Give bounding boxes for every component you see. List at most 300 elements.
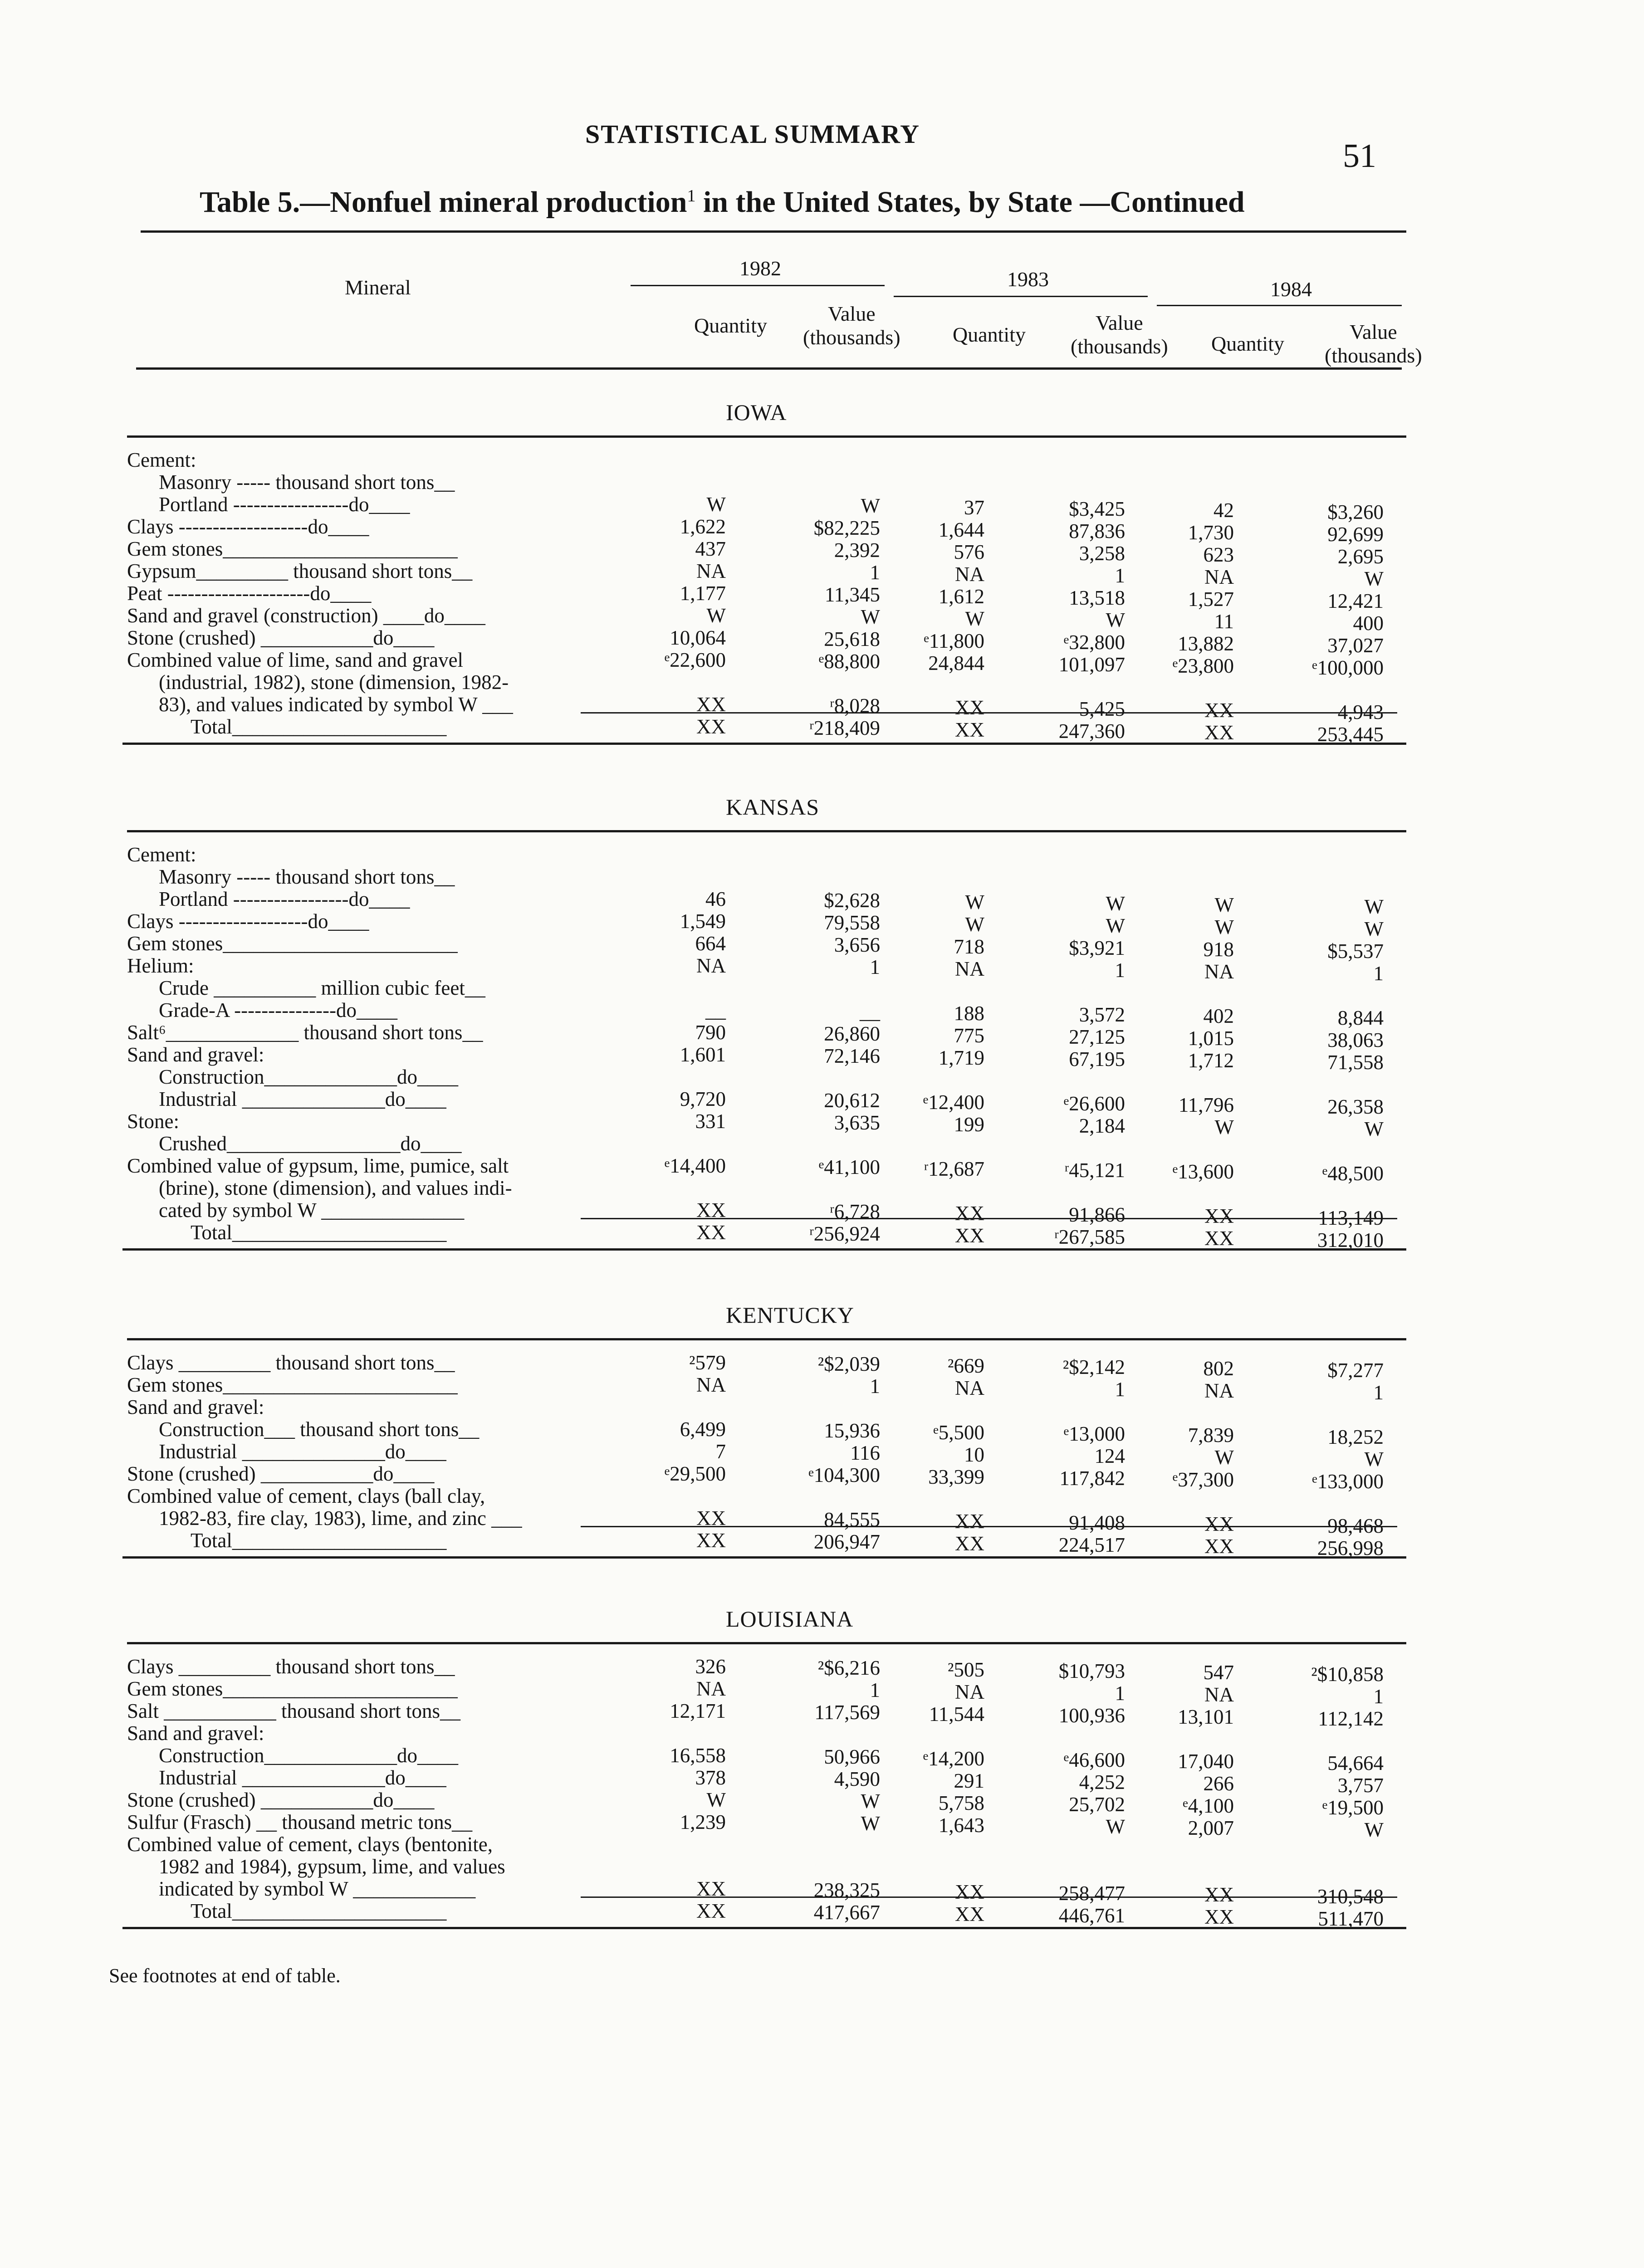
state-name: IOWA — [726, 400, 787, 425]
cell-value: ²669 — [948, 1354, 984, 1377]
cell-value: ᵉ46,600 — [1063, 1749, 1125, 1771]
header-mineral: Mineral — [345, 276, 411, 299]
cell-value: ᵉ14,400 — [664, 1154, 726, 1177]
state-name: LOUISIANA — [726, 1606, 854, 1632]
cell-value: 511,470 — [1318, 1907, 1384, 1930]
row-label: Industrial ______________do____ — [159, 1088, 446, 1110]
row-label: Cement: — [127, 843, 196, 866]
cell-value: 7 — [715, 1440, 726, 1463]
year-rule-1984 — [1157, 305, 1402, 306]
state-name: KENTUCKY — [726, 1302, 854, 1328]
cell-value: XX — [696, 693, 726, 716]
row-label: Stone (crushed) ___________do____ — [127, 626, 435, 649]
row-label: Clays -------------------do____ — [127, 515, 369, 538]
row-label: indicated by symbol W ____________ — [159, 1877, 476, 1900]
cell-value: NA — [696, 1677, 726, 1700]
cell-value: ᵉ22,600 — [664, 649, 726, 671]
row-label: Total_____________________ — [191, 1900, 447, 1922]
row-label: Sand and gravel: — [127, 1396, 264, 1418]
cell-value: ᵉ48,500 — [1322, 1162, 1384, 1185]
row-label: Crushed_________________do____ — [159, 1132, 462, 1155]
cell-value: 253,445 — [1317, 723, 1384, 746]
cell-value: XX — [696, 1221, 726, 1244]
row-label: Sand and gravel: — [127, 1722, 264, 1745]
cell-value: NA — [1204, 566, 1234, 588]
row-label: 1982-83, fire clay, 1983), lime, and zinc ___ — [159, 1507, 522, 1530]
header-value-line1: Value — [1349, 320, 1397, 343]
cell-value: W — [1214, 1116, 1234, 1139]
cell-value: 71,558 — [1327, 1051, 1384, 1074]
cell-value: 918 — [1203, 938, 1234, 961]
cell-value: 623 — [1203, 543, 1234, 566]
cell-value: 1 — [1373, 1685, 1384, 1708]
cell-value: XX — [1204, 699, 1234, 722]
cell-value: ᵉ100,000 — [1312, 656, 1384, 679]
cell-value: __ — [860, 1000, 880, 1023]
cell-value: XX — [1204, 1906, 1234, 1928]
cell-value: 1 — [1373, 1381, 1384, 1404]
cell-value: 199 — [954, 1113, 984, 1136]
cell-value: XX — [955, 719, 984, 741]
state-rule — [127, 435, 1406, 438]
cell-value: ᵉ13,600 — [1172, 1160, 1234, 1183]
row-label: (brine), stone (dimension), and values indi- — [159, 1177, 512, 1199]
cell-value: 206,947 — [813, 1530, 880, 1553]
row-label: Industrial ______________do____ — [159, 1440, 446, 1463]
cell-value: 326 — [695, 1655, 726, 1678]
cell-value: 37 — [964, 496, 984, 519]
cell-value: XX — [1204, 1513, 1234, 1535]
cell-value: ᵉ11,800 — [924, 630, 984, 652]
total-rule — [581, 1526, 1397, 1527]
cell-value: 37,027 — [1327, 634, 1384, 657]
cell-value: XX — [955, 1224, 984, 1247]
cell-value: 2,392 — [834, 539, 880, 562]
cell-value: 16,558 — [670, 1744, 726, 1767]
row-label: Stone: — [127, 1110, 180, 1133]
cell-value: 38,063 — [1327, 1029, 1384, 1051]
cell-value: 1,612 — [938, 585, 984, 608]
header-year-1984: 1984 — [1270, 278, 1312, 301]
row-label: Total_____________________ — [191, 1529, 447, 1552]
cell-value: XX — [696, 1900, 726, 1922]
row-label: Gem stones_______________________ — [127, 1677, 458, 1700]
header-bottom-rule — [136, 367, 1402, 370]
cell-value: 1,527 — [1188, 588, 1234, 611]
cell-value: W — [1364, 1818, 1384, 1841]
cell-value: ²$10,858 — [1311, 1663, 1384, 1686]
cell-value: 1 — [870, 561, 880, 584]
cell-value: 87,836 — [1069, 520, 1125, 543]
cell-value: W — [1364, 895, 1384, 918]
cell-value: W — [1364, 1448, 1384, 1471]
cell-value: ʳ218,409 — [809, 717, 880, 739]
row-label: Gem stones_______________________ — [127, 932, 458, 955]
table-title — [200, 185, 1245, 220]
row-label: Grade-A ---------------do____ — [159, 999, 397, 1022]
table-title-text: Table 5.—Nonfuel mineral production — [200, 186, 687, 219]
cell-value: W — [861, 606, 880, 628]
title-rule — [141, 230, 1406, 233]
cell-value: 3,635 — [834, 1111, 880, 1134]
row-label: Industrial ______________do____ — [159, 1766, 446, 1789]
total-rule — [581, 1897, 1397, 1898]
row-label: Stone (crushed) ___________do____ — [127, 1462, 435, 1485]
cell-value: 11,796 — [1178, 1094, 1234, 1116]
cell-value: 3,757 — [1337, 1774, 1384, 1797]
cell-value: 664 — [695, 932, 726, 955]
cell-value: 5,758 — [938, 1792, 984, 1814]
cell-value: XX — [1204, 1227, 1234, 1250]
total-rule — [581, 712, 1397, 714]
cell-value: ᵉ12,400 — [923, 1091, 984, 1114]
cell-value: XX — [955, 1881, 984, 1903]
row-label: Salt⁶_____________ thousand short tons__ — [127, 1021, 483, 1044]
cell-value: ᵉ37,300 — [1172, 1468, 1234, 1491]
cell-value: 112,142 — [1318, 1707, 1384, 1730]
cell-value: 1,730 — [1188, 521, 1234, 544]
row-label: Combined value of cement, clays (ball clay, — [127, 1485, 485, 1507]
cell-value: ʳ256,924 — [809, 1222, 880, 1245]
cell-value: 7,839 — [1188, 1424, 1234, 1447]
cell-value: 6,499 — [680, 1418, 726, 1441]
cell-value: W — [706, 1789, 726, 1811]
header-value — [1325, 320, 1422, 367]
cell-value: W — [1214, 894, 1234, 916]
cell-value: 79,558 — [824, 911, 880, 934]
cell-value: ᵉ88,800 — [818, 650, 880, 673]
cell-value: $3,425 — [1069, 498, 1125, 520]
row-label: Portland -----------------do____ — [159, 888, 410, 910]
row-label: Sand and gravel (construction) ____do____ — [127, 604, 485, 627]
cell-value: XX — [696, 1877, 726, 1900]
cell-value: XX — [955, 1510, 984, 1533]
cell-value: ʳ12,687 — [924, 1158, 984, 1180]
cell-value: NA — [955, 958, 984, 980]
row-label: Clays _________ thousand short tons__ — [127, 1655, 455, 1678]
header-quantity: Quantity — [953, 323, 1026, 346]
cell-value: NA — [1204, 960, 1234, 983]
cell-value: XX — [1204, 1883, 1234, 1906]
cell-value: __ — [705, 999, 726, 1022]
cell-value: 12,421 — [1327, 590, 1384, 612]
state-end-rule — [122, 1248, 1406, 1251]
row-label: Crude __________ million cubic feet__ — [159, 977, 485, 999]
cell-value: W — [965, 607, 984, 630]
cell-value: 1 — [1115, 1682, 1125, 1705]
cell-value: W — [861, 494, 880, 517]
cell-value: 446,761 — [1058, 1904, 1125, 1927]
cell-value: ²579 — [689, 1351, 726, 1374]
page-number: 51 — [1343, 137, 1376, 175]
cell-value: 224,517 — [1058, 1534, 1125, 1556]
cell-value: 1,622 — [680, 515, 726, 538]
cell-value: 11,544 — [929, 1703, 984, 1725]
cell-value: 266 — [1203, 1772, 1234, 1795]
cell-value: 291 — [954, 1769, 984, 1792]
row-label: Construction___ thousand short tons__ — [159, 1418, 480, 1441]
row-label: Sulfur (Frasch) __ thousand metric tons__ — [127, 1811, 473, 1833]
state-name: KANSAS — [726, 794, 820, 820]
cell-value: 2,695 — [1337, 545, 1384, 568]
row-label: Sand and gravel: — [127, 1043, 264, 1066]
row-label: Peat ---------------------do____ — [127, 582, 372, 605]
header-year-1982: 1982 — [739, 257, 781, 280]
cell-value: 98,468 — [1327, 1515, 1384, 1537]
row-label: Clays -------------------do____ — [127, 910, 369, 933]
cell-value: XX — [955, 1903, 984, 1926]
cell-value: NA — [1204, 1379, 1234, 1402]
cell-value: 400 — [1353, 612, 1384, 635]
cell-value: 2,007 — [1188, 1817, 1234, 1839]
cell-value: 116 — [850, 1442, 880, 1464]
header-value-line1: Value — [1095, 311, 1143, 334]
cell-value: 247,360 — [1058, 720, 1125, 743]
cell-value: 1 — [1115, 564, 1125, 587]
cell-value: W — [706, 493, 726, 516]
cell-value: W — [1214, 916, 1234, 938]
cell-value: 17,040 — [1178, 1750, 1234, 1773]
cell-value: 13,882 — [1178, 632, 1234, 655]
cell-value: 26,860 — [824, 1022, 880, 1045]
header-value-line2: (thousands) — [1325, 344, 1422, 367]
cell-value: W — [1106, 914, 1125, 937]
row-label: Gem stones_______________________ — [127, 538, 458, 560]
cell-value: ᵉ26,600 — [1063, 1092, 1125, 1115]
cell-value: W — [1106, 1815, 1125, 1838]
cell-value: ᵉ19,500 — [1322, 1796, 1384, 1819]
header-value-line2: (thousands) — [803, 326, 900, 349]
row-label: Total_____________________ — [191, 715, 447, 738]
cell-value: W — [861, 1790, 880, 1813]
state-end-rule — [122, 743, 1406, 745]
cell-value: W — [1106, 892, 1125, 915]
cell-value: 312,010 — [1317, 1229, 1384, 1251]
cell-value: 11,345 — [824, 583, 880, 606]
cell-value: 310,548 — [1317, 1885, 1384, 1908]
cell-value: 1 — [870, 1375, 880, 1398]
table-title-tail: in the United States, by State —Continued — [695, 186, 1245, 219]
row-label: Masonry ----- thousand short tons__ — [159, 471, 455, 494]
row-label: Combined value of lime, sand and gravel — [127, 649, 464, 671]
running-head: STATISTICAL SUMMARY — [585, 119, 920, 149]
cell-value: ᵉ29,500 — [664, 1462, 726, 1485]
row-label: Total_____________________ — [191, 1221, 447, 1244]
header-value-line2: (thousands) — [1071, 335, 1168, 358]
year-rule-1983 — [894, 296, 1148, 297]
row-label: 1982 and 1984), gypsum, lime, and values — [159, 1855, 505, 1878]
cell-value: $3,260 — [1327, 501, 1384, 523]
cell-value: XX — [696, 715, 726, 738]
cell-value: NA — [696, 954, 726, 977]
state-rule — [127, 1338, 1406, 1340]
cell-value: 576 — [954, 541, 984, 563]
header-quantity: Quantity — [1211, 332, 1284, 355]
cell-value: W — [1364, 1118, 1384, 1140]
cell-value: 1,712 — [1188, 1049, 1234, 1072]
cell-value: 188 — [954, 1002, 984, 1025]
cell-value: 4,252 — [1079, 1771, 1125, 1794]
cell-value: W — [1364, 918, 1384, 940]
cell-value: 3,258 — [1079, 542, 1125, 565]
cell-value: 12,171 — [670, 1700, 726, 1722]
row-label: Portland -----------------do____ — [159, 493, 410, 516]
cell-value: 256,998 — [1317, 1537, 1384, 1559]
cell-value: 67,195 — [1069, 1048, 1125, 1070]
row-label: Construction_____________do____ — [159, 1744, 458, 1767]
cell-value: 1,601 — [680, 1043, 726, 1066]
cell-value: 84,555 — [824, 1508, 880, 1531]
cell-value: ᵉ23,800 — [1172, 655, 1234, 677]
row-label: Gem stones_______________________ — [127, 1374, 458, 1396]
cell-value: 331 — [695, 1110, 726, 1133]
row-label: Clays _________ thousand short tons__ — [127, 1351, 455, 1374]
cell-value: NA — [696, 1374, 726, 1396]
cell-value: $82,225 — [813, 517, 880, 539]
cell-value: ²$2,142 — [1062, 1356, 1125, 1378]
row-label: Cement: — [127, 449, 196, 471]
cell-value: $7,277 — [1327, 1359, 1384, 1382]
cell-value: ᵉ5,500 — [933, 1421, 984, 1444]
cell-value: XX — [955, 696, 984, 719]
cell-value: NA — [955, 563, 984, 586]
cell-value: ᵉ104,300 — [808, 1464, 880, 1486]
cell-value: 1,644 — [938, 518, 984, 541]
cell-value: NA — [1204, 1683, 1234, 1706]
cell-value: 15,936 — [824, 1419, 880, 1442]
header-value-line1: Value — [827, 302, 876, 325]
row-label: Salt ___________ thousand short tons__ — [127, 1700, 461, 1722]
cell-value: W — [861, 1812, 880, 1835]
cell-value: 100,936 — [1058, 1704, 1125, 1727]
cell-value: W — [706, 604, 726, 627]
cell-value: 1 — [870, 1679, 880, 1701]
cell-value: XX — [1204, 1205, 1234, 1227]
cell-value: ᵉ133,000 — [1312, 1470, 1384, 1493]
header-year-1983: 1983 — [1007, 268, 1049, 291]
cell-value: 4,943 — [1337, 701, 1384, 723]
state-end-rule — [122, 1556, 1406, 1559]
state-end-rule — [122, 1927, 1406, 1929]
cell-value: ᵉ32,800 — [1063, 631, 1125, 654]
cell-value: 124 — [1094, 1445, 1125, 1467]
cell-value: 1,177 — [680, 582, 726, 605]
state-rule — [127, 830, 1406, 832]
row-label: 83), and values indicated by symbol W ___ — [159, 693, 513, 716]
cell-value: 802 — [1203, 1357, 1234, 1380]
cell-value: 24,844 — [928, 652, 984, 675]
row-label: Stone (crushed) ___________do____ — [127, 1789, 435, 1811]
cell-value: 33,399 — [928, 1466, 984, 1488]
cell-value: NA — [955, 1681, 984, 1703]
cell-value: ᵉ13,000 — [1063, 1422, 1125, 1445]
cell-value: W — [1214, 1446, 1234, 1469]
cell-value: 417,667 — [813, 1901, 880, 1924]
cell-value: 1 — [1115, 959, 1125, 982]
cell-value: XX — [955, 1202, 984, 1225]
row-label: (industrial, 1982), stone (dimension, 1982- — [159, 671, 509, 694]
cell-value: 92,699 — [1327, 523, 1384, 546]
total-rule — [581, 1218, 1397, 1219]
row-label: Combined value of cement, clays (bentonite, — [127, 1833, 493, 1856]
cell-value: ²505 — [948, 1658, 984, 1681]
row-label: Helium: — [127, 954, 194, 977]
year-rule-1982 — [631, 285, 885, 286]
title-footnote-marker: 1 — [687, 186, 696, 205]
cell-value: 1,239 — [680, 1811, 726, 1833]
cell-value: ʳ267,585 — [1054, 1226, 1125, 1248]
cell-value: 3,656 — [834, 934, 880, 956]
header-value — [1071, 311, 1168, 358]
cell-value: $10,793 — [1058, 1660, 1125, 1682]
cell-value: XX — [1204, 721, 1234, 744]
row-label: Combined value of gypsum, lime, pumice, salt — [127, 1154, 509, 1177]
cell-value: ᵉ41,100 — [818, 1156, 880, 1178]
header-quantity: Quantity — [694, 314, 767, 337]
cell-value: 1 — [870, 956, 880, 978]
cell-value: ᵉ4,100 — [1183, 1794, 1234, 1817]
cell-value: 117,569 — [814, 1701, 880, 1724]
cell-value: 9,720 — [680, 1088, 726, 1110]
cell-value: ʳ6,728 — [829, 1200, 880, 1223]
cell-value: W — [1106, 609, 1125, 631]
cell-value: 4,590 — [834, 1768, 880, 1790]
cell-value: 18,252 — [1327, 1426, 1384, 1448]
cell-value: XX — [955, 1532, 984, 1555]
cell-value: 91,408 — [1069, 1511, 1125, 1534]
cell-value: 10,064 — [670, 626, 726, 649]
cell-value: 437 — [695, 538, 726, 560]
cell-value: 378 — [695, 1766, 726, 1789]
header-value — [803, 302, 900, 349]
cell-value: 2,184 — [1079, 1114, 1125, 1137]
cell-value: $2,628 — [824, 889, 880, 912]
cell-value: XX — [696, 1529, 726, 1552]
cell-value: 1,643 — [938, 1814, 984, 1837]
cell-value: NA — [696, 560, 726, 582]
cell-value: 547 — [1203, 1661, 1234, 1684]
cell-value: 11 — [1214, 610, 1234, 633]
cell-value: 258,477 — [1058, 1882, 1125, 1905]
cell-value: 13,518 — [1069, 587, 1125, 609]
cell-value: 775 — [954, 1024, 984, 1047]
cell-value: 50,966 — [824, 1745, 880, 1768]
cell-value: ²$6,216 — [817, 1657, 880, 1679]
cell-value: XX — [1204, 1535, 1234, 1558]
cell-value: $3,921 — [1069, 937, 1125, 959]
cell-value: 20,612 — [824, 1089, 880, 1112]
cell-value: 1 — [1115, 1378, 1125, 1401]
cell-value: W — [965, 891, 984, 914]
cell-value: 117,842 — [1059, 1467, 1125, 1490]
footnote: See footnotes at end of table. — [109, 1965, 341, 1987]
cell-value: 42 — [1213, 499, 1234, 522]
cell-value: W — [965, 913, 984, 936]
cell-value: 718 — [954, 935, 984, 958]
cell-value: ²$2,039 — [817, 1353, 880, 1375]
cell-value: XX — [696, 1507, 726, 1530]
cell-value: NA — [955, 1377, 984, 1399]
row-label: Masonry ----- thousand short tons__ — [159, 865, 455, 888]
cell-value: 54,664 — [1327, 1752, 1384, 1774]
cell-value: 26,358 — [1327, 1095, 1384, 1118]
cell-value: 13,101 — [1178, 1706, 1234, 1728]
cell-value: 790 — [695, 1021, 726, 1044]
cell-value: XX — [696, 1199, 726, 1222]
cell-value: 25,618 — [824, 628, 880, 650]
cell-value: 25,702 — [1069, 1793, 1125, 1816]
cell-value: 5,425 — [1079, 698, 1125, 720]
